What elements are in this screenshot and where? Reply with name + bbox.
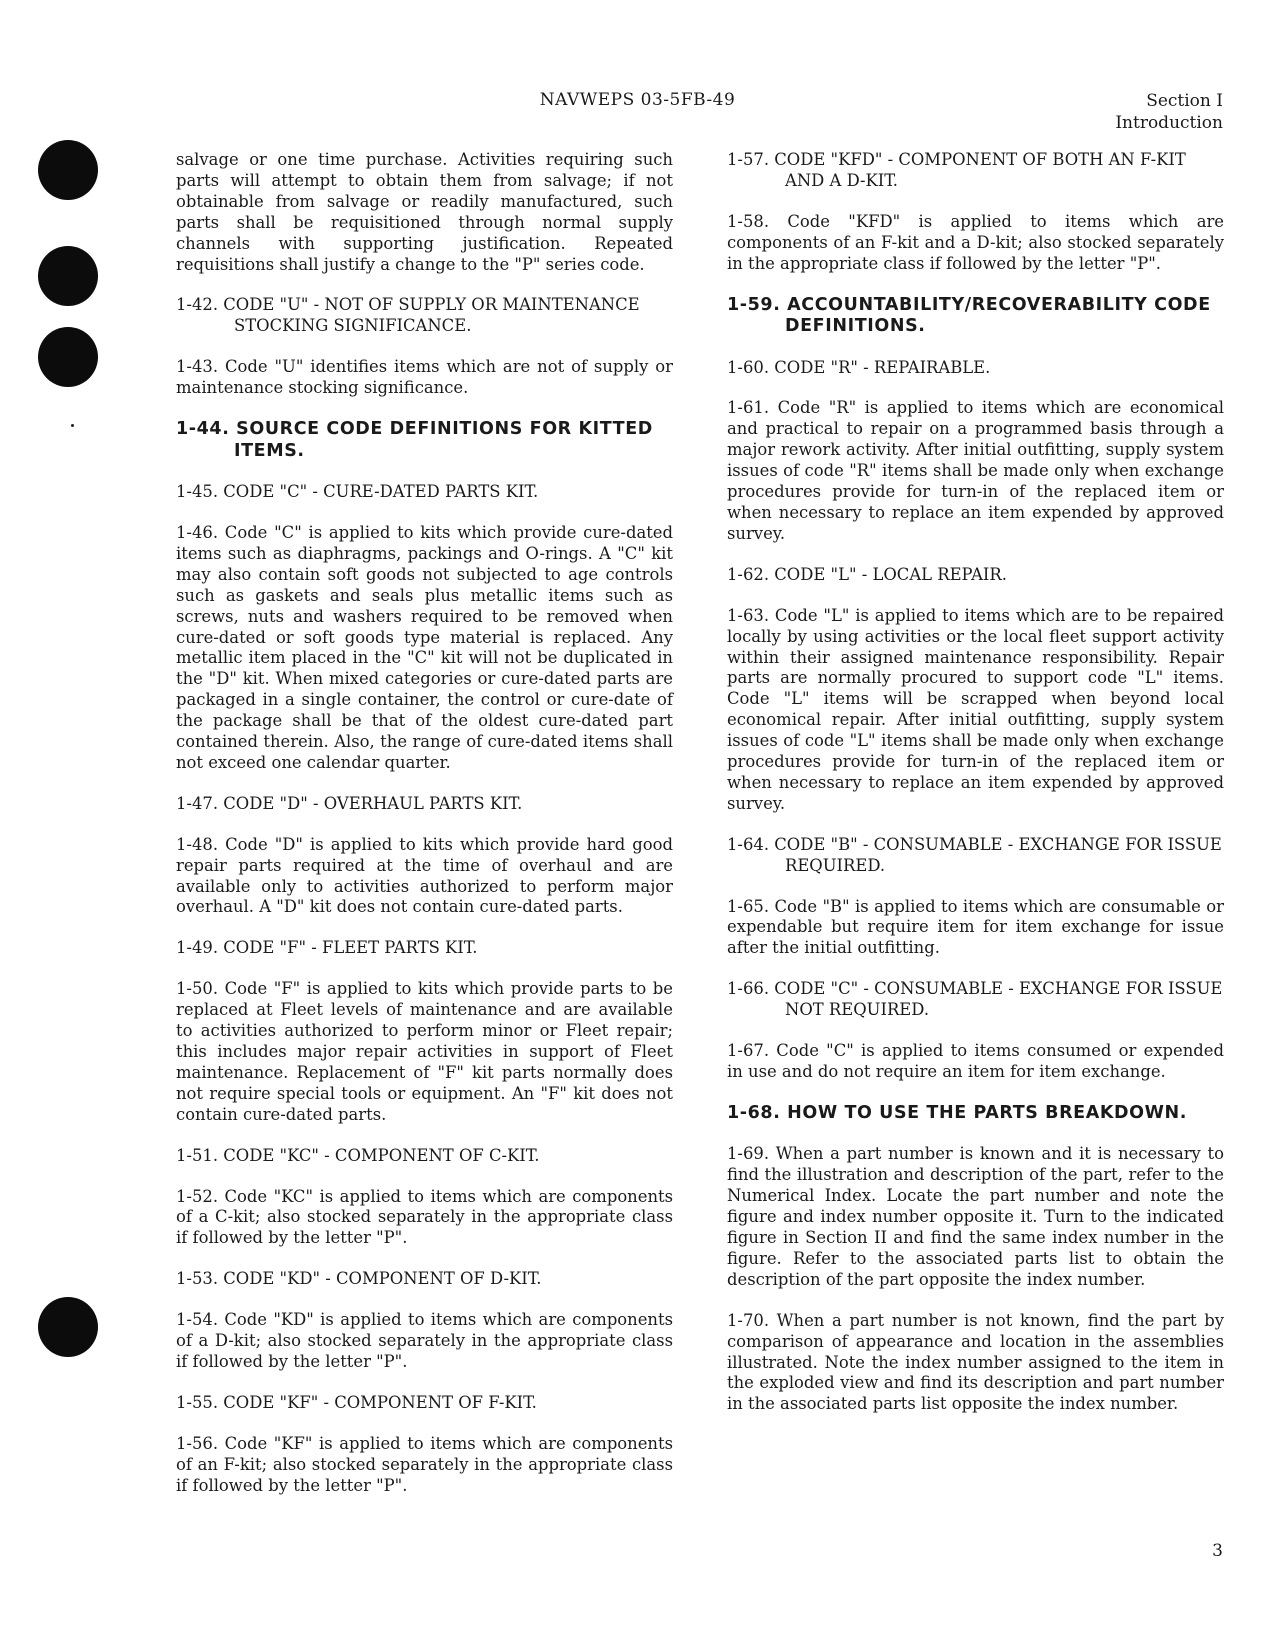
binder-hole-upper-middle [38,246,98,306]
document-number: NAVWEPS 03-5FB-49 [539,90,736,110]
code-heading: 1-45. CODE "C" - CURE-DATED PARTS KIT. [176,482,539,502]
paragraph: 1-65. Code "B" is applied to items which are consumable or expendable but require item for item exchange for issue after the initial outfitting. [727,896,1224,958]
code-heading: 1-51. CODE "KC" - COMPONENT OF C-KIT. [176,1145,540,1165]
code-heading: 1-53. CODE "KD" - COMPONENT OF D-KIT. [176,1269,542,1289]
code-heading: 1-66. CODE "C" - CONSUMABLE - EXCHANGE FOR ISSUE NOT REQUIRED. [727,979,1223,1020]
code-heading: 1-47. CODE "D" - OVERHAUL PARTS KIT. [176,793,523,813]
paragraph: 1-67. Code "C" is applied to items consumed or expended in use and do not require an item for item exchange. [727,1041,1224,1081]
paragraph: 1-61. Code "R" is applied to items which are economical and practical to repair on a programmed basis through a major rework activity. After initial outfitting, supply system issues of code "R" items shall be made only when exchange procedures provide for turn-in of the replaced item or when necessary to replace an item expended by approved survey. [727,398,1224,543]
paragraph: 1-43. Code "U" identifies items which are not of supply or maintenance stocking significance. [176,357,673,398]
paragraph: 1-69. When a part number is known and it is necessary to find the illustration and description of the part, refer to the Numerical Index. Locate the part number and note the figure and index number opposite it. Turn to the indicated figure in Section II and find the same index number in the figure. Refer to the associated parts list to obtain the description of the part opposite the index number. [727,1144,1224,1289]
section-title: Introduction [1115,113,1223,133]
binder-mark [71,424,74,427]
page-number: 3 [1212,1541,1223,1561]
code-heading: 1-55. CODE "KF" - COMPONENT OF F-KIT. [176,1392,537,1412]
paragraph: 1-54. Code "KD" is applied to items which are components of a D-kit; also stocked separately in the appropriate class if followed by the letter "P". [176,1310,673,1371]
left-column [176,150,673,1517]
paragraph: 1-63. Code "L" is applied to items which are to be repaired locally by using activities or the local fleet support activity within their assigned maintenance responsibility. Repair parts are normally procured to support code "L" items. Code "L" items will be scrapped when beyond local economical repair. After initial outfitting, supply system issues of code "L" items shall be made only when exchange procedures provide for turn-in of the replaced item or when necessary to replace an item expended by approved survey. [727,605,1224,813]
code-heading: 1-57. CODE "KFD" - COMPONENT OF BOTH AN F-KIT AND A D-KIT. [727,150,1186,190]
paragraph: 1-58. Code "KFD" is applied to items which are components of an F-kit and a D-kit; also stocked separately in the appropriate class if followed by the letter "P". [727,211,1224,273]
code-heading: 1-49. CODE "F" - FLEET PARTS KIT. [176,938,478,958]
binder-hole-bottom [38,1297,98,1357]
binder-hole-top [38,140,98,200]
paragraph: salvage or one time purchase. Activities requiring such parts will attempt to obtain them from salvage; if not obtainable from salvage or readily manufactured, such parts shall be requisitioned through normal supply channels with supporting justification. Repeated requisitions shall justify a change to the "P" series code. [176,150,673,274]
code-heading: 1-62. CODE "L" - LOCAL REPAIR. [727,564,1007,584]
code-heading: 1-42. CODE "U" - NOT OF SUPPLY OR MAINTENANCE STOCKING SIGNIFICANCE. [176,295,640,336]
section-heading: 1-68. HOW TO USE THE PARTS BREAKDOWN. [727,1102,1188,1123]
paragraph: 1-56. Code "KF" is applied to items which are components of an F-kit; also stocked separately in the appropriate class if followed by the letter "P". [176,1433,673,1495]
paragraph: 1-52. Code "KC" is applied to items which are components of a C-kit; also stocked separately in the appropriate class if followed by the letter "P". [176,1186,673,1248]
paragraph: 1-46. Code "C" is applied to kits which provide cure-dated items such as diaphragms, packings and O-rings. A "C" kit may also contain soft goods not subjected to age controls such as gaskets and seals plus metallic items such as screws, nuts and washers required to be removed when cure-dated or soft goods type material is replaced. Any metallic item placed in the "C" kit will not be duplicated in the "D" kit. When mixed categories or cure-dated parts are packaged in a single container, the control or cure-date of the package shall be that of the oldest cure-dated part contained therein. Also, the range of cure-dated items shall not exceed one calendar quarter. [176,522,673,772]
section-heading: 1-44. SOURCE CODE DEFINITIONS FOR KITTED ITEMS. [176,419,653,461]
right-column [727,150,1224,1435]
code-heading: 1-64. CODE "B" - CONSUMABLE - EXCHANGE FOR ISSUE REQUIRED. [727,834,1222,875]
paragraph: 1-48. Code "D" is applied to kits which provide hard good repair parts required at the time of overhaul and are available only to activities authorized to perform major overhaul. A "D" kit does not contain cure-dated parts. [176,834,673,917]
section-header [1115,90,1223,134]
binder-hole-middle [38,327,98,387]
paragraph: 1-70. When a part number is not known, find the part by comparison of appearance and location in the assemblies illustrated. Note the index number assigned to the item in the exploded view and find its description and part number in the associated parts list opposite the index number. [727,1310,1224,1414]
code-heading: 1-60. CODE "R" - REPAIRABLE. [727,357,991,377]
section-label: Section I [1146,91,1223,111]
paragraph: 1-50. Code "F" is applied to kits which provide parts to be replaced at Fleet levels of maintenance and are available to activities authorized to perform minor or Fleet repair; this includes major repair activities in support of Fleet maintenance. Replacement of "F" kit parts normally does not require special tools or equipment. An "F" kit does not contain cure-dated parts. [176,979,673,1124]
section-heading: 1-59. ACCOUNTABILITY/RECOVERABILITY CODE DEFINITIONS. [727,294,1211,337]
